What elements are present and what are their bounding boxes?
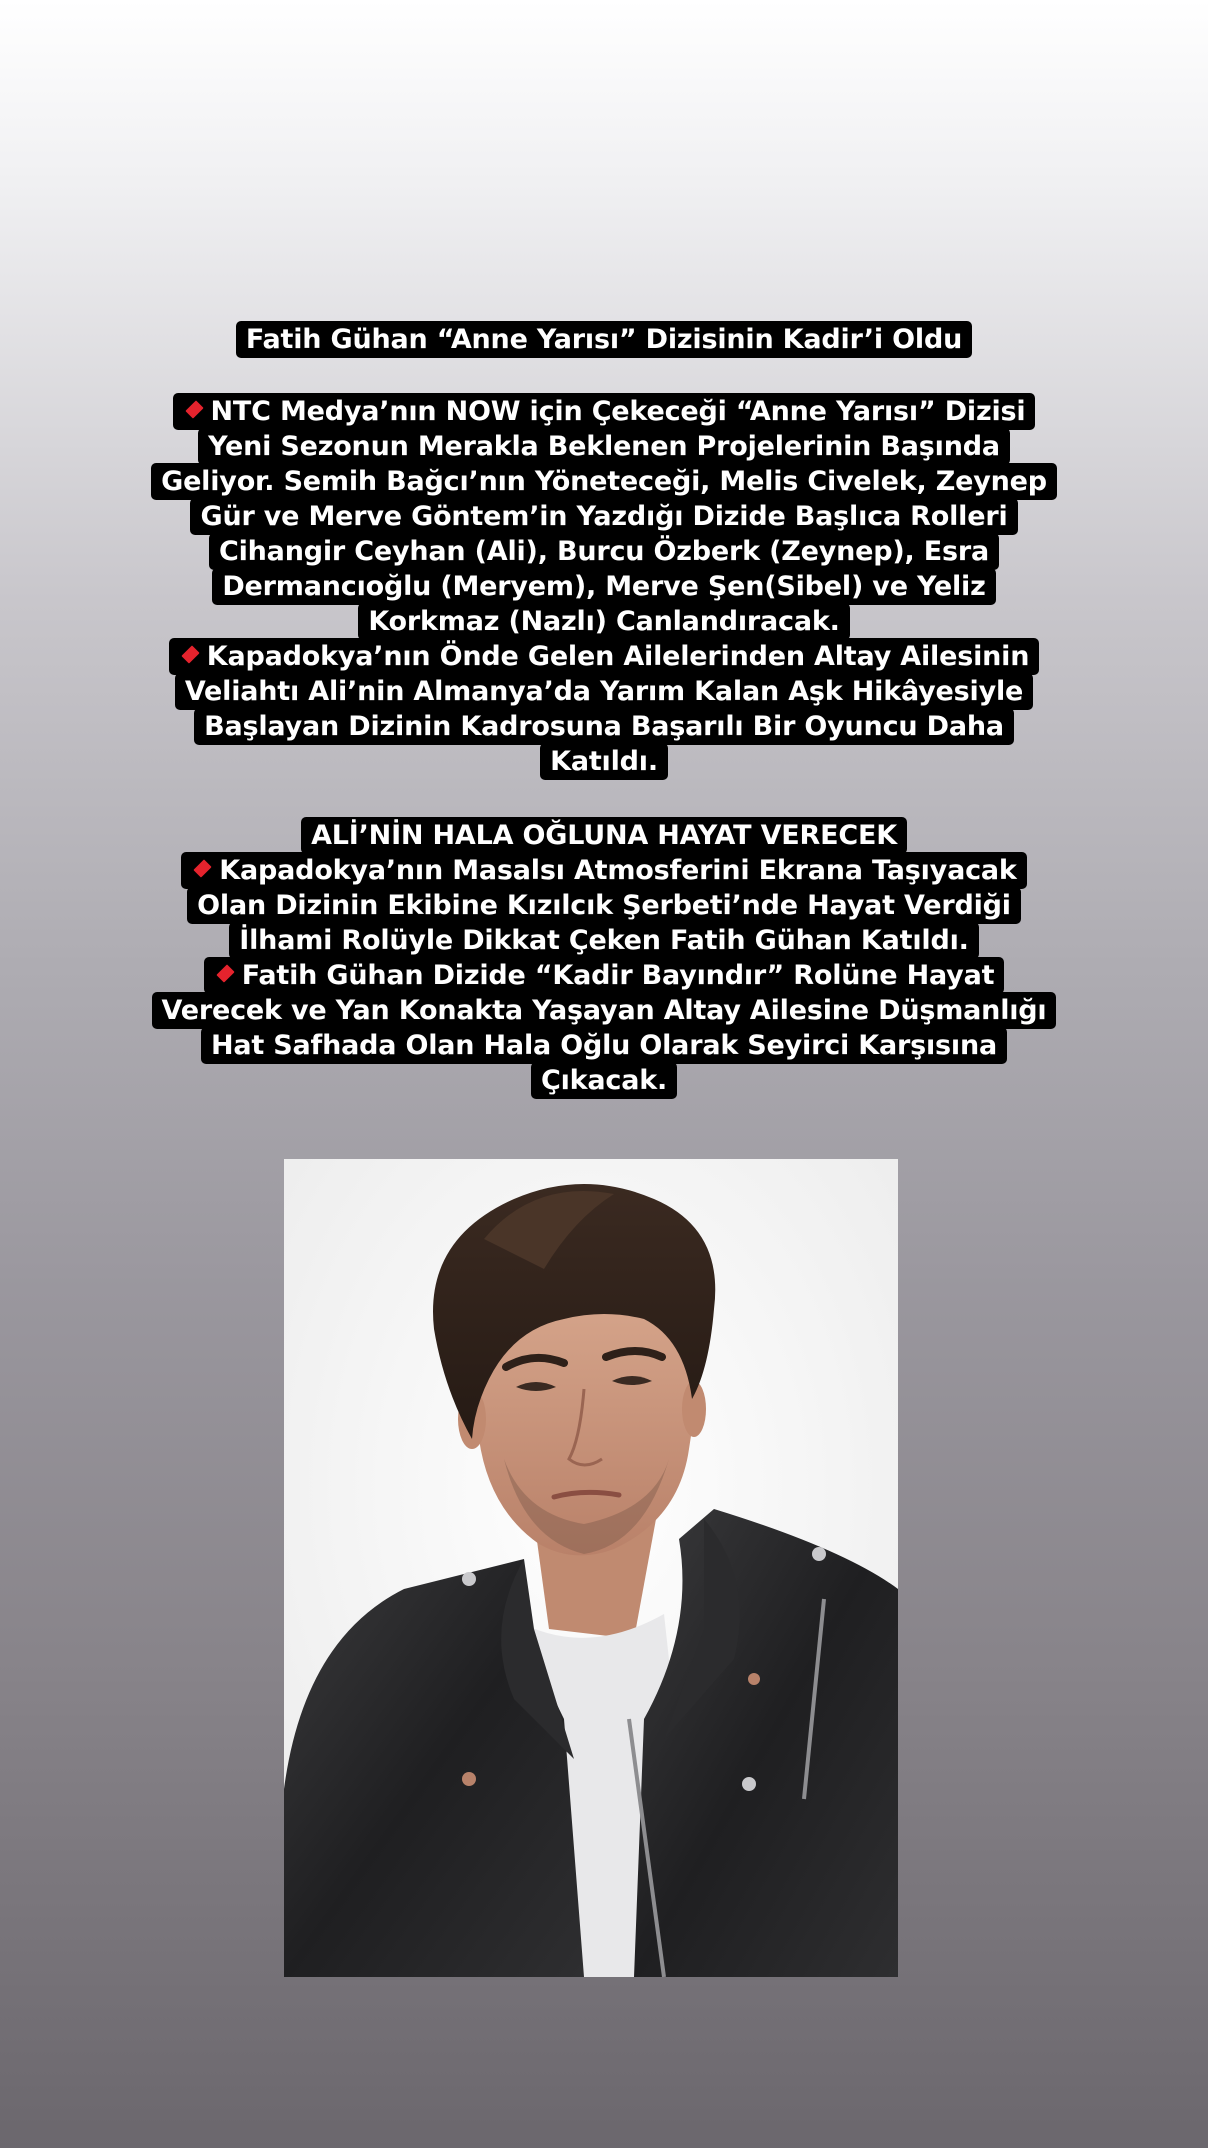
story-section-2 (150, 818, 1058, 1098)
section-heading: ALİ’NİN HALA OĞLUNA HAYAT VERECEK (301, 817, 907, 854)
story-title-text: Fatih Gühan “Anne Yarısı” Dizisinin Kadir’i Oldu (236, 321, 972, 358)
red-diamond-icon (185, 400, 203, 418)
paragraph-1: NTC Medya’nın NOW için Çekeceği “Anne Yarısı” Dizisi Yeni Sezonun Merakla Beklenen Projelerinin Başında Geliyor. Semih Bağcı’nın Yöneteceği, Melis Civelek, Zeynep Gür ve Merve Göntem’in Yazdığı Dizide Başlıca Rolleri Cihangir Ceyhan (Ali), Burcu Özberk (Zeynep), Esra Dermancıoğlu (Meryem), Merve Şen(Sibel) ve Yeliz Korkmaz (Nazlı) Canlandıracak. (150, 394, 1058, 639)
red-diamond-icon (216, 964, 234, 982)
red-diamond-icon (181, 645, 199, 663)
red-diamond-icon (194, 859, 212, 877)
paragraph-4: Fatih Gühan Dizide “Kadir Bayındır” Rolüne Hayat Verecek ve Yan Konakta Yaşayan Altay Ailesine Düşmanlığı Hat Safhada Olan Hala Oğlu Olarak Seyirci Karşısına Çıkacak. (150, 958, 1058, 1098)
actor-portrait-illustration (284, 1159, 898, 1977)
paragraph-3: Kapadokya’nın Masalsı Atmosferini Ekrana Taşıyacak Olan Dizinin Ekibine Kızılcık Şerbeti’nde Hayat Verdiği İlhami Rolüyle Dikkat Çeken Fatih Gühan Katıldı. (150, 853, 1058, 958)
actor-photo (284, 1159, 898, 1977)
story-body (150, 394, 1058, 779)
story-title (150, 322, 1058, 357)
paragraph-2: Kapadokya’nın Önde Gelen Ailelerinden Altay Ailesinin Veliahtı Ali’nin Almanya’da Yarım Kalan Aşk Hikâyesiyle Başlayan Dizinin Kadrosuna Başarılı Bir Oyuncu Daha Katıldı. (150, 639, 1058, 779)
